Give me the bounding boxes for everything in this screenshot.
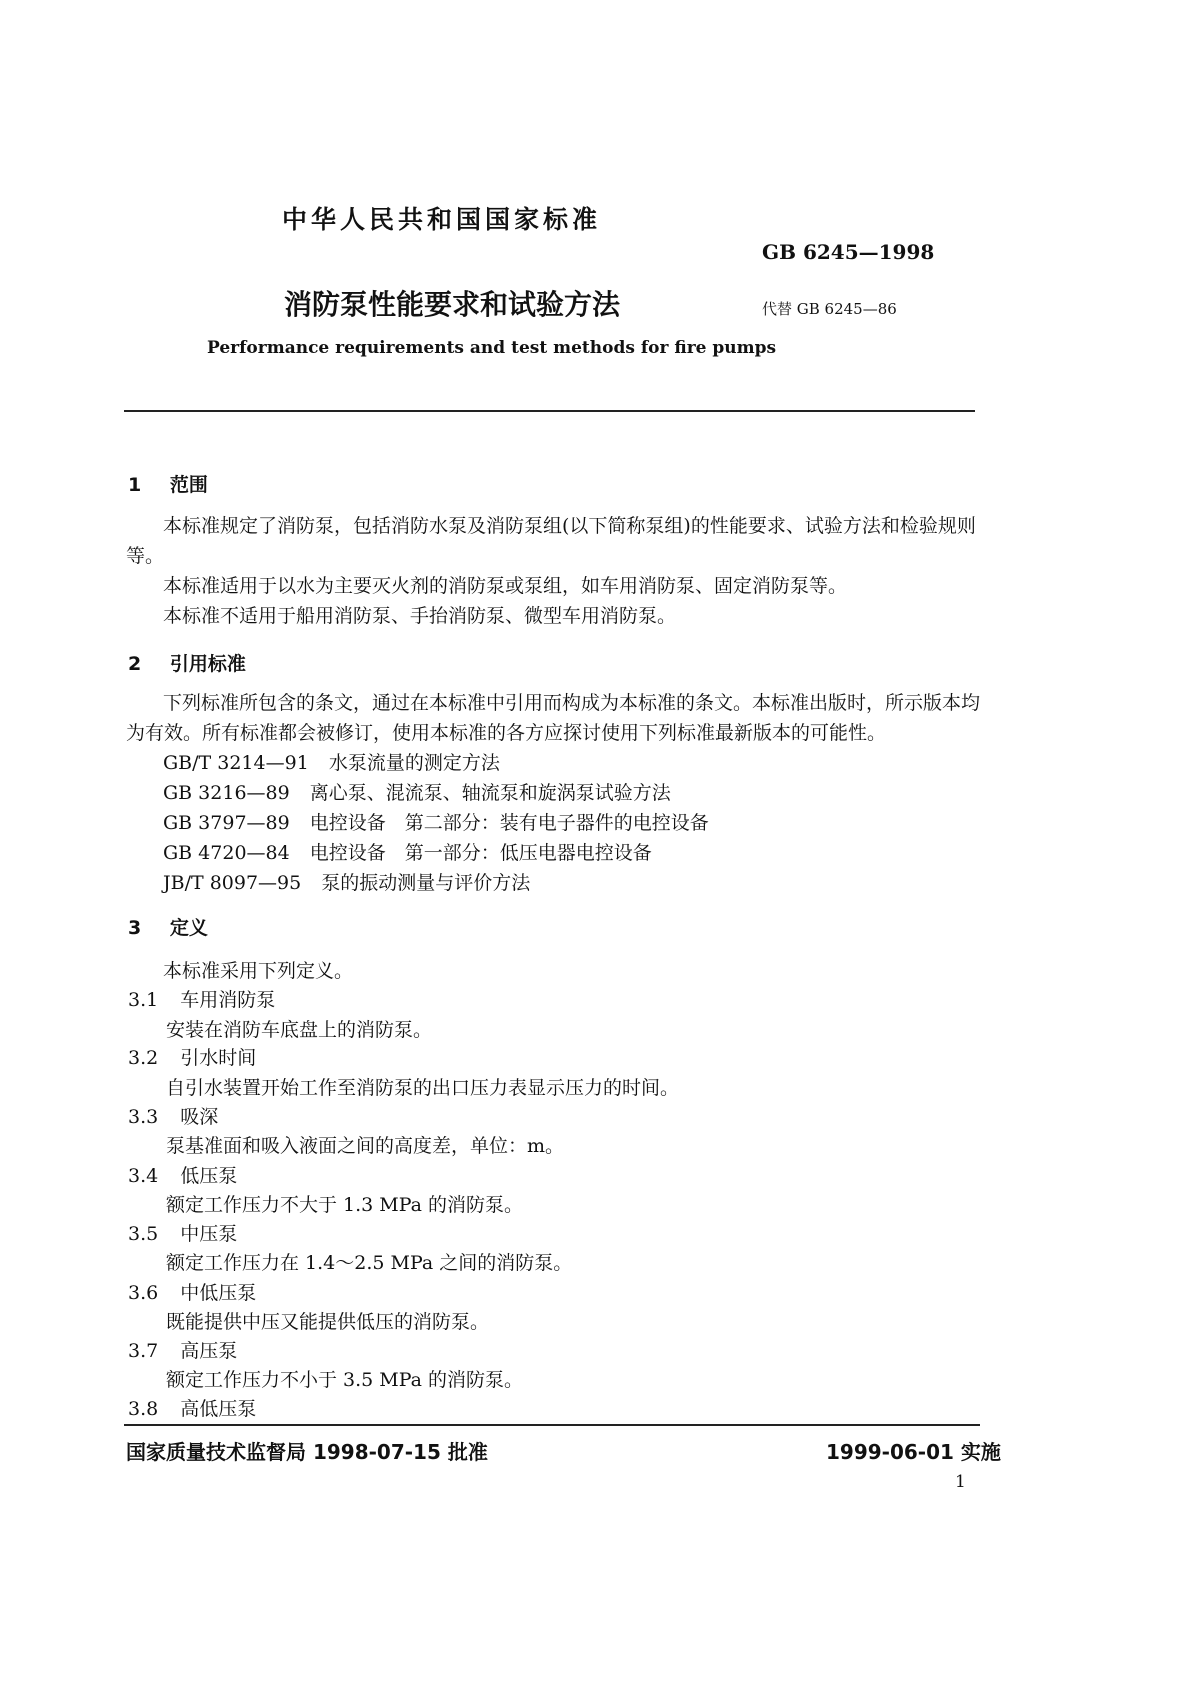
ref-item: [163, 868, 530, 895]
definition-desc: 既能提供中压又能提供低压的消防泵。: [166, 1311, 490, 1333]
definition-desc: 额定工作压力在 1.4～2.5 MPa 之间的消防泵。: [166, 1252, 573, 1274]
ref-item: [163, 778, 671, 805]
definition-term: [128, 1278, 256, 1305]
definition-term-text: 车用消防泵: [180, 989, 276, 1011]
ref-code: GB 3216—89: [163, 782, 290, 804]
header-divider: [124, 410, 975, 412]
definition-number: 3.1: [128, 989, 159, 1011]
definition-desc: 额定工作压力不大于 1.3 MPa 的消防泵。: [166, 1194, 524, 1216]
effective-date: 1999-06-01 实施: [826, 1440, 1001, 1464]
ref-title: 水泵流量的测定方法: [328, 752, 500, 774]
ref-item: [163, 748, 500, 775]
document-title-cn: 消防泵性能要求和试验方法: [284, 288, 621, 321]
s1-para3: 本标准不适用于船用消防泵、手抬消防泵、微型车用消防泵。: [163, 605, 677, 627]
section-1-number: 1: [128, 474, 142, 496]
definition-number: 3.5: [128, 1223, 159, 1245]
definition-number: 3.6: [128, 1282, 159, 1304]
definition-term: [128, 985, 275, 1012]
section-2-number: 2: [128, 653, 142, 675]
section-3-number: 3: [128, 917, 142, 939]
definition-desc: 泵基准面和吸入液面之间的高度差，单位：m。: [166, 1135, 565, 1157]
definition-number: 3.7: [128, 1340, 159, 1362]
standard-number: GB 6245—1998: [762, 240, 935, 264]
definition-number: 3.8: [128, 1398, 159, 1420]
definition-number: 3.2: [128, 1047, 159, 1069]
ref-title: 电控设备 第二部分：装有电子器件的电控设备: [309, 812, 709, 834]
page-number: 1: [955, 1472, 966, 1492]
s2-para-line1: 下列标准所包含的条文，通过在本标准中引用而构成为本标准的条文。本标准出版时，所示版本均: [163, 692, 981, 714]
definition-desc: 自引水装置开始工作至消防泵的出口压力表显示压力的时间。: [166, 1077, 680, 1099]
definition-term-text: 吸深: [180, 1106, 219, 1128]
ref-code: JB/T 8097—95: [163, 872, 302, 894]
definition-term-text: 中低压泵: [180, 1282, 257, 1304]
ref-item: [163, 838, 652, 865]
national-standard-title: 中华人民共和国国家标准: [282, 205, 602, 234]
footer-divider: [124, 1424, 980, 1426]
definition-term: [128, 1336, 237, 1363]
ref-code: GB 3797—89: [163, 812, 290, 834]
definition-term-text: 高低压泵: [180, 1398, 257, 1420]
definition-number: 3.4: [128, 1165, 159, 1187]
section-2-title: 引用标准: [169, 653, 246, 675]
ref-title: 离心泵、混流泵、轴流泵和旋涡泵试验方法: [309, 782, 671, 804]
section-3-heading: [128, 913, 208, 940]
s1-para1-line1: 本标准规定了消防泵，包括消防水泵及消防泵组(以下简称泵组)的性能要求、试验方法和检验规则: [163, 515, 976, 537]
section-2-heading: [128, 649, 246, 676]
definition-term: [128, 1043, 256, 1070]
definition-number: 3.3: [128, 1106, 159, 1128]
ref-item: [163, 808, 709, 835]
definition-term-text: 低压泵: [180, 1165, 238, 1187]
definition-desc: 额定工作压力不小于 3.5 MPa 的消防泵。: [166, 1369, 524, 1391]
s3-intro: 本标准采用下列定义。: [163, 960, 354, 982]
ref-code: GB 4720—84: [163, 842, 290, 864]
s1-para2: 本标准适用于以水为主要灭火剂的消防泵或泵组，如车用消防泵、固定消防泵等。: [163, 575, 848, 597]
ref-title: 泵的振动测量与评价方法: [321, 872, 531, 894]
approval-note: 国家质量技术监督局 1998-07-15 批准: [126, 1440, 488, 1464]
definition-term-text: 高压泵: [180, 1340, 238, 1362]
ref-code: GB/T 3214—91: [163, 752, 309, 774]
s2-para-line2: 为有效。所有标准都会被修订，使用本标准的各方应探讨使用下列标准最新版本的可能性。: [126, 722, 887, 744]
definition-term-text: 引水时间: [180, 1047, 257, 1069]
definition-term: [128, 1161, 237, 1188]
section-1-heading: [128, 470, 208, 497]
s1-para1-line2: 等。: [126, 545, 165, 567]
section-1-title: 范围: [169, 474, 208, 496]
definition-term: [128, 1219, 237, 1246]
section-3-title: 定义: [169, 917, 208, 939]
document-title-en: Performance requirements and test methods for fire pumps: [207, 338, 777, 358]
definition-term: [128, 1102, 218, 1129]
definition-term: [128, 1394, 256, 1421]
replaces-note: 代替 GB 6245—86: [762, 300, 897, 318]
definition-desc: 安装在消防车底盘上的消防泵。: [166, 1019, 433, 1041]
ref-title: 电控设备 第一部分：低压电器电控设备: [309, 842, 652, 864]
definition-term-text: 中压泵: [180, 1223, 238, 1245]
